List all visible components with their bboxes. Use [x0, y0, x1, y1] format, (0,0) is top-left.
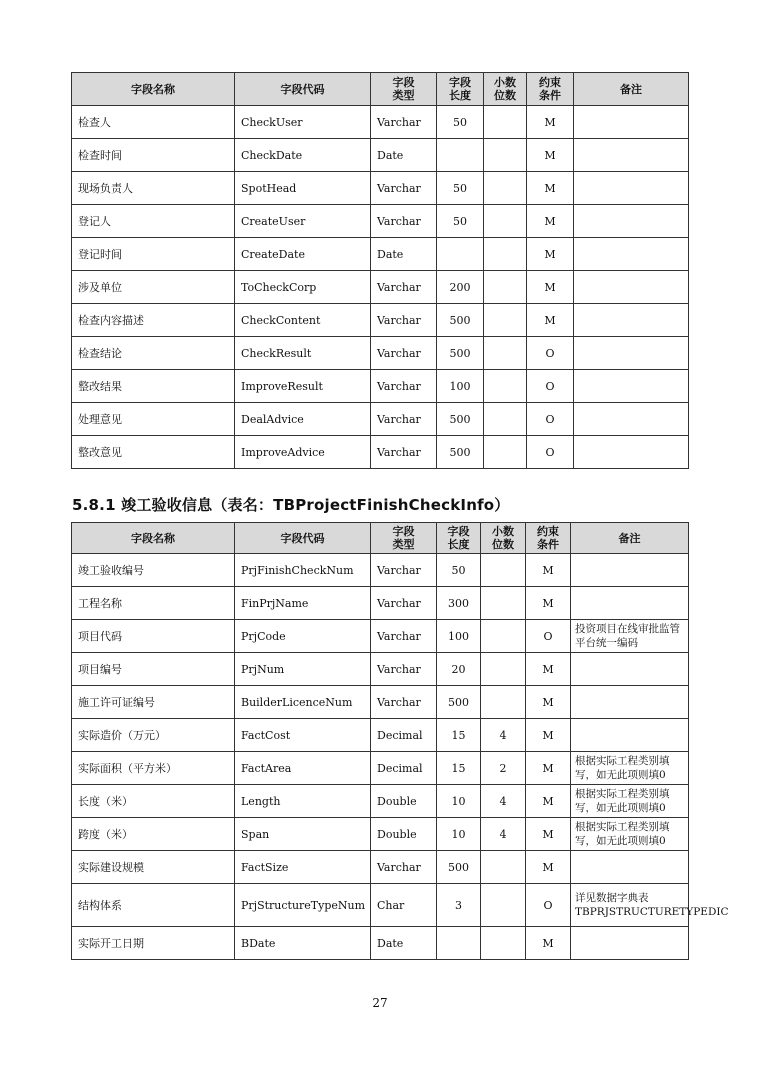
table-cell: 500: [437, 851, 481, 884]
table-cell: CheckUser: [235, 106, 371, 139]
table-cell: O: [527, 337, 574, 370]
table-cell: ToCheckCorp: [235, 271, 371, 304]
table-cell: Date: [371, 927, 437, 960]
table-cell: [574, 337, 689, 370]
table-row: [72, 620, 689, 653]
table-cell: 500: [437, 436, 484, 469]
table-cell: [574, 106, 689, 139]
table-cell: 3: [437, 884, 481, 927]
table-cell: [437, 139, 484, 172]
table-header-row: [72, 523, 689, 554]
table-cell: 项目代码: [72, 620, 235, 653]
table-cell: FactCost: [235, 719, 371, 752]
table-cell: Decimal: [371, 752, 437, 785]
table-row: [72, 587, 689, 620]
table-cell: [481, 927, 526, 960]
table-cell: 4: [481, 818, 526, 851]
table-cell: 根据实际工程类别填写，如无此项则填0: [571, 818, 689, 851]
table-cell: 15: [437, 719, 481, 752]
table-cell: [574, 172, 689, 205]
column-header: 约束 条件: [527, 73, 574, 106]
column-header: 小数 位数: [481, 523, 526, 554]
table-cell: Date: [371, 139, 437, 172]
table-cell: 竣工验收编号: [72, 554, 235, 587]
table-cell: Varchar: [371, 686, 437, 719]
table-cell: Double: [371, 818, 437, 851]
table-cell: PrjCode: [235, 620, 371, 653]
table-cell: [574, 238, 689, 271]
table-cell: Double: [371, 785, 437, 818]
table-cell: 涉及单位: [72, 271, 235, 304]
table-cell: CreateDate: [235, 238, 371, 271]
table-cell: M: [526, 818, 571, 851]
table-cell: M: [527, 304, 574, 337]
table-row: [72, 337, 689, 370]
table-cell: [574, 304, 689, 337]
table-cell: 检查人: [72, 106, 235, 139]
table-row: [72, 403, 689, 436]
table-cell: 50: [437, 554, 481, 587]
table-cell: O: [526, 884, 571, 927]
table-row: [72, 851, 689, 884]
table-cell: CheckResult: [235, 337, 371, 370]
table-cell: 整改意见: [72, 436, 235, 469]
table-cell: PrjFinishCheckNum: [235, 554, 371, 587]
table-cell: Varchar: [371, 587, 437, 620]
table-cell: 实际造价（万元）: [72, 719, 235, 752]
table-row: [72, 653, 689, 686]
table-cell: [437, 927, 481, 960]
table-cell: DealAdvice: [235, 403, 371, 436]
table-cell: 2: [481, 752, 526, 785]
table-cell: PrjStructureTypeNum: [235, 884, 371, 927]
table-cell: [484, 304, 527, 337]
table-row: [72, 554, 689, 587]
table-cell: [481, 851, 526, 884]
table-cell: 工程名称: [72, 587, 235, 620]
table-cell: CreateUser: [235, 205, 371, 238]
table-cell: M: [527, 238, 574, 271]
column-header: 字段代码: [235, 73, 371, 106]
column-header: 字段名称: [72, 73, 235, 106]
table-cell: 实际面积（平方米）: [72, 752, 235, 785]
table-row: [72, 818, 689, 851]
table-cell: 100: [437, 620, 481, 653]
table-cell: 长度（米）: [72, 785, 235, 818]
table-cell: [484, 337, 527, 370]
table-row: [72, 785, 689, 818]
table-cell: 300: [437, 587, 481, 620]
table-row: [72, 370, 689, 403]
table-cell: 实际建设规模: [72, 851, 235, 884]
table-cell: [571, 851, 689, 884]
table-cell: Varchar: [371, 620, 437, 653]
table-cell: Varchar: [371, 337, 437, 370]
table-cell: CheckDate: [235, 139, 371, 172]
table-cell: 整改结果: [72, 370, 235, 403]
table-row: [72, 686, 689, 719]
table-row: [72, 884, 689, 927]
table-cell: [571, 686, 689, 719]
table-cell: Varchar: [371, 205, 437, 238]
table-cell: [481, 884, 526, 927]
table-cell: 详见数据字典表TBPRJSTRUCTURETYPEDIC: [571, 884, 689, 927]
column-header: 约束 条件: [526, 523, 571, 554]
column-header: 备注: [571, 523, 689, 554]
column-header: 字段名称: [72, 523, 235, 554]
table-row: [72, 304, 689, 337]
table-cell: [571, 927, 689, 960]
table-cell: 检查时间: [72, 139, 235, 172]
table-cell: [574, 370, 689, 403]
table-cell: M: [526, 653, 571, 686]
table-cell: M: [526, 719, 571, 752]
table-row: [72, 106, 689, 139]
table-cell: [484, 238, 527, 271]
table-cell: [574, 271, 689, 304]
table-cell: 现场负责人: [72, 172, 235, 205]
table-cell: Date: [371, 238, 437, 271]
table-cell: O: [527, 403, 574, 436]
table-row: [72, 271, 689, 304]
table-cell: Varchar: [371, 106, 437, 139]
table-cell: 20: [437, 653, 481, 686]
table-cell: Varchar: [371, 304, 437, 337]
table-cell: Varchar: [371, 172, 437, 205]
table-cell: CheckContent: [235, 304, 371, 337]
table-cell: 实际开工日期: [72, 927, 235, 960]
table-cell: 500: [437, 403, 484, 436]
table-cell: 投资项目在线审批监管平台统一编码: [571, 620, 689, 653]
table-cell: 500: [437, 304, 484, 337]
table-cell: 检查内容描述: [72, 304, 235, 337]
table-cell: 项目编号: [72, 653, 235, 686]
column-header: 字段 长度: [437, 73, 484, 106]
table-cell: M: [527, 205, 574, 238]
table-row: [72, 172, 689, 205]
table-cell: 检查结论: [72, 337, 235, 370]
table-cell: O: [527, 436, 574, 469]
table-cell: Varchar: [371, 653, 437, 686]
table-cell: [484, 106, 527, 139]
table-cell: Varchar: [371, 554, 437, 587]
column-header: 字段 类型: [371, 523, 437, 554]
table-row: [72, 752, 689, 785]
table-cell: 施工许可证编号: [72, 686, 235, 719]
table-cell: Varchar: [371, 271, 437, 304]
table-cell: [574, 403, 689, 436]
table-cell: BDate: [235, 927, 371, 960]
table-cell: 200: [437, 271, 484, 304]
table-cell: BuilderLicenceNum: [235, 686, 371, 719]
table-cell: 50: [437, 106, 484, 139]
table-cell: ImproveResult: [235, 370, 371, 403]
table-cell: [484, 403, 527, 436]
table-row: [72, 205, 689, 238]
table-row: [72, 139, 689, 172]
table-cell: M: [526, 587, 571, 620]
table-cell: [574, 139, 689, 172]
table-cell: [484, 436, 527, 469]
table-cell: ImproveAdvice: [235, 436, 371, 469]
column-header: 字段代码: [235, 523, 371, 554]
table-cell: [484, 370, 527, 403]
table-cell: 10: [437, 818, 481, 851]
table-cell: Varchar: [371, 403, 437, 436]
table-cell: 10: [437, 785, 481, 818]
table-cell: 500: [437, 686, 481, 719]
table-cell: M: [527, 271, 574, 304]
table-cell: Varchar: [371, 851, 437, 884]
table-cell: 15: [437, 752, 481, 785]
table-cell: Varchar: [371, 370, 437, 403]
table-cell: [481, 620, 526, 653]
table-cell: [484, 271, 527, 304]
column-header: 字段 长度: [437, 523, 481, 554]
table-cell: M: [526, 927, 571, 960]
table-cell: SpotHead: [235, 172, 371, 205]
table-field-spec-1: [71, 72, 689, 469]
table-row: [72, 927, 689, 960]
table-cell: M: [526, 851, 571, 884]
table-cell: O: [526, 620, 571, 653]
table-cell: Varchar: [371, 436, 437, 469]
table-field-spec-2: [71, 522, 729, 960]
table-cell: 50: [437, 205, 484, 238]
table-row: [72, 238, 689, 271]
table-cell: Span: [235, 818, 371, 851]
section-heading: 5.8.1 竣工验收信息（表名：TBProjectFinishCheckInfo）: [72, 496, 510, 514]
table-header-row: [72, 73, 689, 106]
table-row: [72, 719, 689, 752]
table-cell: M: [526, 785, 571, 818]
table-cell: [574, 436, 689, 469]
table-cell: [481, 653, 526, 686]
table-cell: M: [526, 752, 571, 785]
table-cell: FactSize: [235, 851, 371, 884]
table-cell: 处理意见: [72, 403, 235, 436]
table-row: [72, 436, 689, 469]
table-cell: 根据实际工程类别填写，如无此项则填0: [571, 752, 689, 785]
column-header: 备注: [574, 73, 689, 106]
table-cell: 100: [437, 370, 484, 403]
table-cell: [574, 205, 689, 238]
table-cell: [484, 139, 527, 172]
table-cell: M: [526, 686, 571, 719]
table-cell: [571, 653, 689, 686]
page-number: 27: [372, 996, 388, 1010]
table-cell: [571, 587, 689, 620]
table-cell: 50: [437, 172, 484, 205]
table-cell: M: [527, 172, 574, 205]
table-cell: Decimal: [371, 719, 437, 752]
table-cell: 结构体系: [72, 884, 235, 927]
table-cell: 登记人: [72, 205, 235, 238]
table-cell: [484, 205, 527, 238]
table-cell: 跨度（米）: [72, 818, 235, 851]
table-cell: 4: [481, 719, 526, 752]
table-cell: Length: [235, 785, 371, 818]
table-cell: 登记时间: [72, 238, 235, 271]
table-cell: [437, 238, 484, 271]
table-cell: FactArea: [235, 752, 371, 785]
table-cell: FinPrjName: [235, 587, 371, 620]
column-header: 字段 类型: [371, 73, 437, 106]
table-cell: [481, 587, 526, 620]
table-cell: [571, 554, 689, 587]
table-cell: 根据实际工程类别填写，如无此项则填0: [571, 785, 689, 818]
table-cell: M: [526, 554, 571, 587]
table-cell: Char: [371, 884, 437, 927]
table-cell: [571, 719, 689, 752]
column-header: 小数 位数: [484, 73, 527, 106]
table-cell: PrjNum: [235, 653, 371, 686]
table-cell: 500: [437, 337, 484, 370]
table-cell: [481, 554, 526, 587]
table-cell: M: [527, 139, 574, 172]
table-cell: [481, 686, 526, 719]
table-cell: M: [527, 106, 574, 139]
table-cell: [484, 172, 527, 205]
table-cell: O: [527, 370, 574, 403]
table-cell: 4: [481, 785, 526, 818]
